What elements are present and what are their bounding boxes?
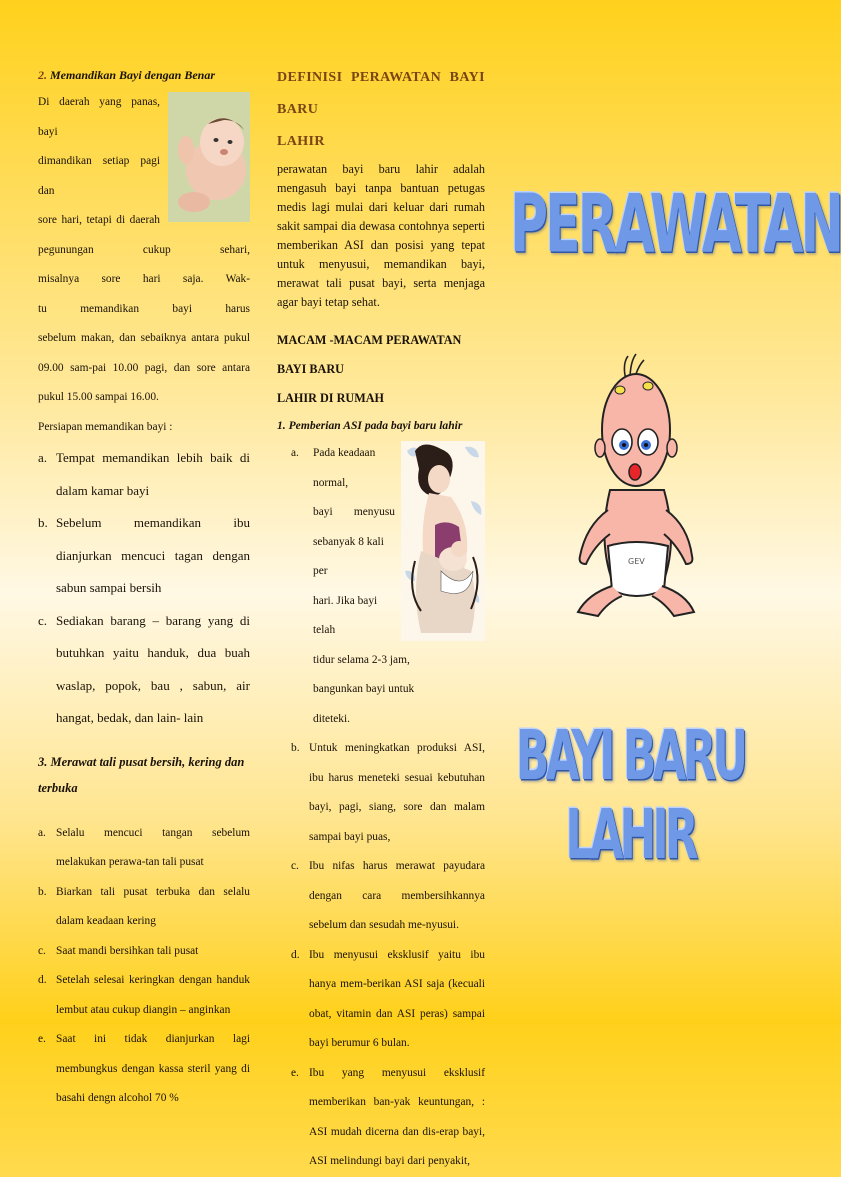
asi-a-line: bayi menyusu bbox=[313, 506, 395, 518]
baby-bathing-photo bbox=[168, 92, 250, 222]
list-item: b. Biarkan tali pusat terbuka dan selalu dalam keadaan kering bbox=[38, 885, 250, 927]
bath-line: misalnya sore hari saja. Wak- bbox=[38, 273, 250, 285]
bath-line: sore hari, tetapi di daerah bbox=[38, 214, 160, 226]
column-definition-and-asi bbox=[277, 62, 485, 1177]
definition-heading-2: LAHIR bbox=[277, 134, 325, 149]
list-item: d. Setelah selesai keringkan dengan handuk lembut atau cukup diangin – anginkan bbox=[38, 974, 250, 1016]
cartoon-baby-icon bbox=[568, 350, 698, 620]
definition-paragraph: perawatan bayi baru lahir adalah mengasuh bayi tanpa bantuan petugas medis lagi mulai dari keluar dari rumah sakit sampai dia dewasa contohnya seperti memberikan ASI dan posisi yang tepat untuk menyusui, memandikan bayi, merawat tali pusat bayi, serta menjaga agar bayi tetap sehat. bbox=[277, 162, 485, 309]
cord-heading: 3. Merawat tali pusat bersih, kering dan terbuka bbox=[38, 754, 245, 795]
asi-list-a bbox=[277, 439, 485, 734]
bath-line: pegunungan cukup sehari, bbox=[38, 243, 250, 256]
list-item: c. Saat mandi bersihkan tali pusat bbox=[38, 944, 199, 957]
cover-title-top: PERAWATAN bbox=[510, 178, 841, 272]
types-heading-2: LAHIR DI RUMAH bbox=[277, 391, 384, 405]
cover-title-bottom: BAYI BARU LAHIR bbox=[515, 716, 745, 876]
cord-list bbox=[38, 819, 250, 1114]
list-item: c. Ibu nifas harus merawat payudara dengan cara membersihkannya sebelum dan sesudah me-nyusui. bbox=[291, 860, 485, 931]
bath-line: Di daerah yang panas, bayi bbox=[38, 96, 160, 138]
asi-a-line: Pada keadaan normal, bbox=[313, 447, 376, 489]
list-item: a. Selalu mencuci tangan sebelum melakukan perawa-tan tali pusat bbox=[38, 826, 250, 868]
asi-a-line: bangunkan bayi untuk bbox=[313, 683, 415, 695]
bath-line: dimandikan setiap pagi dan bbox=[38, 155, 160, 197]
list-item: a. Pada keadaan normal, bayi menyusu sebanyak 8 kali per hari. Jika bayi telah tidur selama 2-3 jam, bangunkan bayi untuk diteteki. bbox=[277, 439, 485, 734]
list-item: b. Sebelum memandikan ibu dianjurkan mencuci tagan dengan sabun sampai bersih bbox=[38, 515, 250, 595]
list-item: b. Untuk meningkatkan produksi ASI, ibu harus meneteki sesuai kebutuhan bayi, pagi, siang, sore dan malam sampai bayi puas, bbox=[291, 742, 485, 843]
asi-heading: 1. Pemberian ASI pada bayi baru lahir bbox=[277, 419, 463, 432]
bath-line: tu memandikan bayi harus bbox=[38, 302, 250, 315]
types-heading: MACAM -MACAM PERAWATAN BAYI BARU bbox=[277, 333, 462, 376]
cover-panel bbox=[510, 0, 841, 1024]
asi-a-line: hari. Jika bayi telah bbox=[313, 594, 378, 636]
list-item: e. Saat ini tidak dianjurkan lagi membungkus dengan kassa steril yang di basahi dengn alcohol 70 % bbox=[38, 1033, 250, 1104]
list-item: a. Tempat memandikan lebih baik di dalam kamar bayi bbox=[38, 450, 250, 498]
asi-a-line: tidur selama 2-3 jam, bbox=[313, 653, 410, 666]
list-item: c. Sediakan barang – barang yang di butuhkan yaitu handuk, dua buah waslap, popok, bau , sabun, air hangat, bedak, dan lain- lain bbox=[38, 612, 250, 725]
list-item: d. Ibu menyusui eksklusif yaitu ibu hanya mem-berikan ASI saja (kecuali obat, vitamin dan ASI peras) sampai bayi berumur 6 bulan. bbox=[291, 948, 485, 1049]
definition-heading: DEFINISI PERAWATAN BAYI BARU bbox=[277, 70, 485, 117]
asi-a-line: sebanyak 8 kali per bbox=[313, 535, 384, 577]
asi-a-line: diteteki. bbox=[313, 712, 351, 725]
asi-list bbox=[291, 734, 485, 1177]
column-bathing-and-cord bbox=[38, 62, 250, 1114]
bath-paragraph-rest: sebelum makan, dan sebaiknya antara pukul 09.00 sam-pai 10.00 pagi, dan sore antara pukul 15.00 sampai 16.00. bbox=[38, 332, 250, 403]
prep-label: Persiapan memandikan bayi : bbox=[38, 420, 173, 433]
bath-heading: 2. Memandikan Bayi dengan Benar bbox=[38, 68, 216, 82]
prep-list bbox=[38, 442, 250, 735]
baby-bathing-image bbox=[168, 92, 250, 222]
list-item: e. Ibu yang menyusui eksklusif memberikan ban-yak keuntungan, : ASI mudah dicerna dan dis-erap bayi, ASI melindungi bayi dari penyakit, bbox=[291, 1066, 485, 1167]
diaper-label: GEV bbox=[628, 557, 645, 566]
